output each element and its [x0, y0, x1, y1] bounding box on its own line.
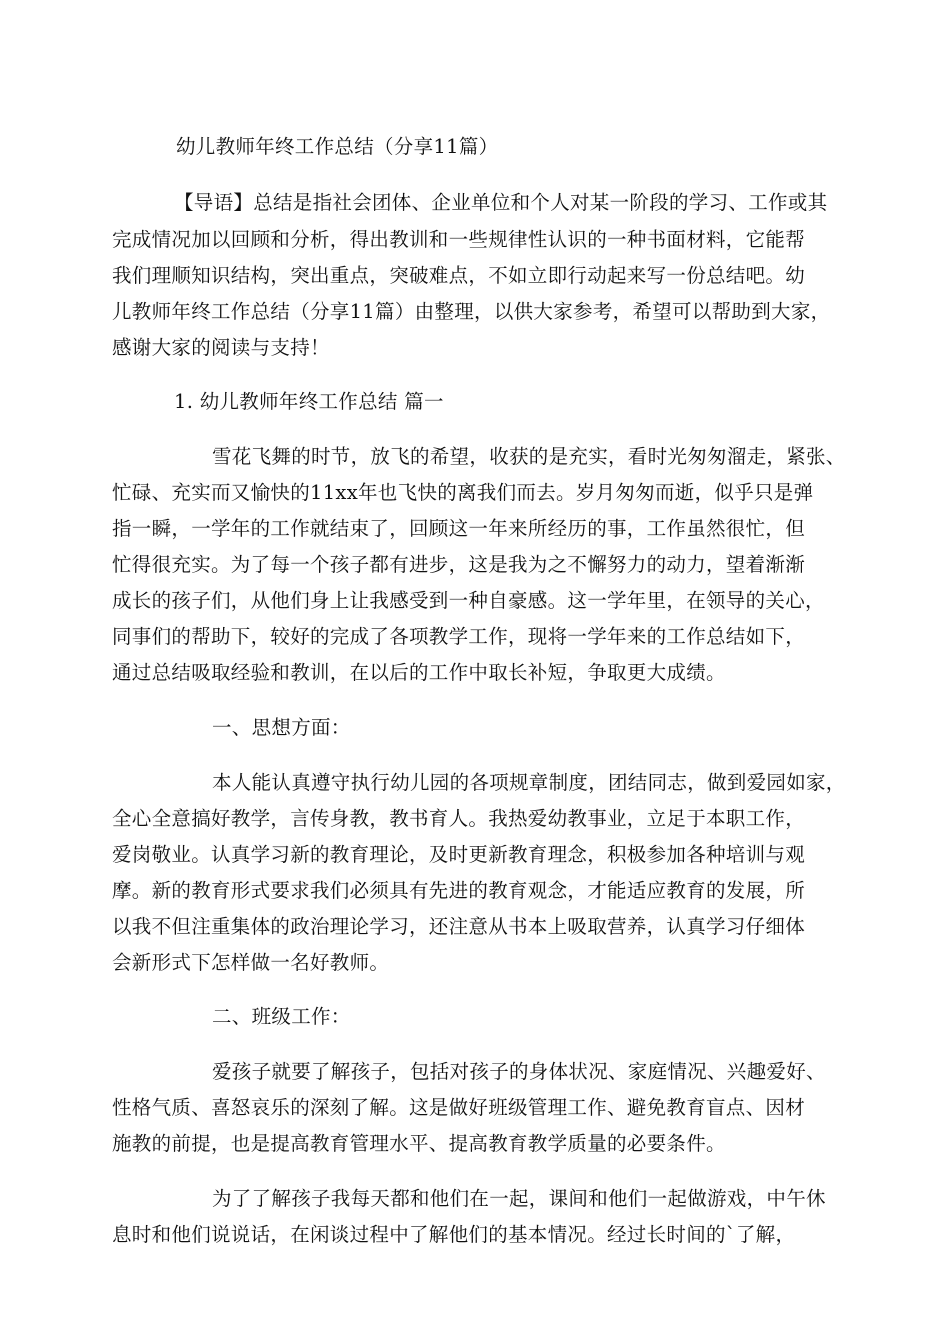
paragraph-line: 以我不但注重集体的政治理论学习，还注意从书本上吸取营养，认真学习仔细体 — [112, 915, 806, 938]
paragraph-line: 忙碌、充实而又愉快的11xx年也飞快的离我们而去。岁月匆匆而逝，似乎只是弹 — [112, 481, 814, 504]
paragraph-line: 本人能认真遵守执行幼儿园的各项规章制度，团结同志，做到爱园如家， — [212, 771, 846, 794]
paragraph-line: 指一瞬，一学年的工作就结束了，回顾这一年来所经历的事，工作虽然很忙，但 — [112, 517, 806, 540]
intro-line: 【导语】总结是指社会团体、企业单位和个人对某一阶段的学习、工作或其 — [174, 191, 828, 214]
intro-line: 感谢大家的阅读与支持！ — [112, 336, 330, 359]
paragraph-line: 爱孩子就要了解孩子，包括对孩子的身体状况、家庭情况、兴趣爱好、 — [212, 1060, 826, 1083]
paragraph-line: 同事们的帮助下，较好的完成了各项教学工作，现将一学年来的工作总结如下， — [112, 625, 806, 648]
paragraph-line: 忙得很充实。为了每一个孩子都有进步，这是我为之不懈努力的动力，望着渐渐 — [112, 553, 806, 576]
intro-line: 完成情况加以回顾和分析，得出教训和一些规律性认识的一种书面材料，它能帮 — [112, 228, 806, 251]
paragraph-line: 全心全意搞好教学，言传身教，教书育人。我热爱幼教事业，立足于本职工作， — [112, 807, 806, 830]
section-heading: 1. 幼儿教师年终工作总结 篇一 — [174, 390, 444, 413]
paragraph-line: 为了了解孩子我每天都和他们在一起，课间和他们一起做游戏，中午休 — [212, 1187, 826, 1210]
paragraph-line: 雪花飞舞的时节，放飞的希望，收获的是充实，看时光匆匆溜走，紧张、 — [212, 445, 846, 468]
paragraph-line: 摩。新的教育形式要求我们必须具有先进的教育观念，才能适应教育的发展，所 — [112, 879, 806, 902]
paragraph-line: 施教的前提，也是提高教育管理水平、提高教育教学质量的必要条件。 — [112, 1132, 726, 1155]
document-title: 幼儿教师年终工作总结（分享11篇） — [176, 135, 499, 158]
intro-line: 儿教师年终工作总结（分享11篇）由整理，以供大家参考，希望可以帮助到大家， — [112, 300, 831, 323]
paragraph-line: 成长的孩子们，从他们身上让我感受到一种自豪感。这一学年里，在领导的关心， — [112, 589, 825, 612]
subheading-thought: 一、思想方面： — [212, 716, 351, 739]
paragraph-line: 爱岗敬业。认真学习新的教育理论，及时更新教育理念，积极参加各种培训与观 — [112, 843, 806, 866]
paragraph-line: 通过总结吸取经验和教训，在以后的工作中取长补短，争取更大成绩。 — [112, 661, 726, 684]
paragraph-line: 性格气质、喜怒哀乐的深刻了解。这是做好班级管理工作、避免教育盲点、因材 — [112, 1096, 806, 1119]
intro-line: 我们理顺知识结构，突出重点，突破难点，不如立即行动起来写一份总结吧。幼 — [112, 264, 806, 287]
paragraph-line: 息时和他们说说话，在闲谈过程中了解他们的基本情况。经过长时间的`了解， — [112, 1223, 796, 1246]
paragraph-line: 会新形式下怎样做一名好教师。 — [112, 951, 390, 974]
subheading-class: 二、班级工作： — [212, 1005, 351, 1028]
